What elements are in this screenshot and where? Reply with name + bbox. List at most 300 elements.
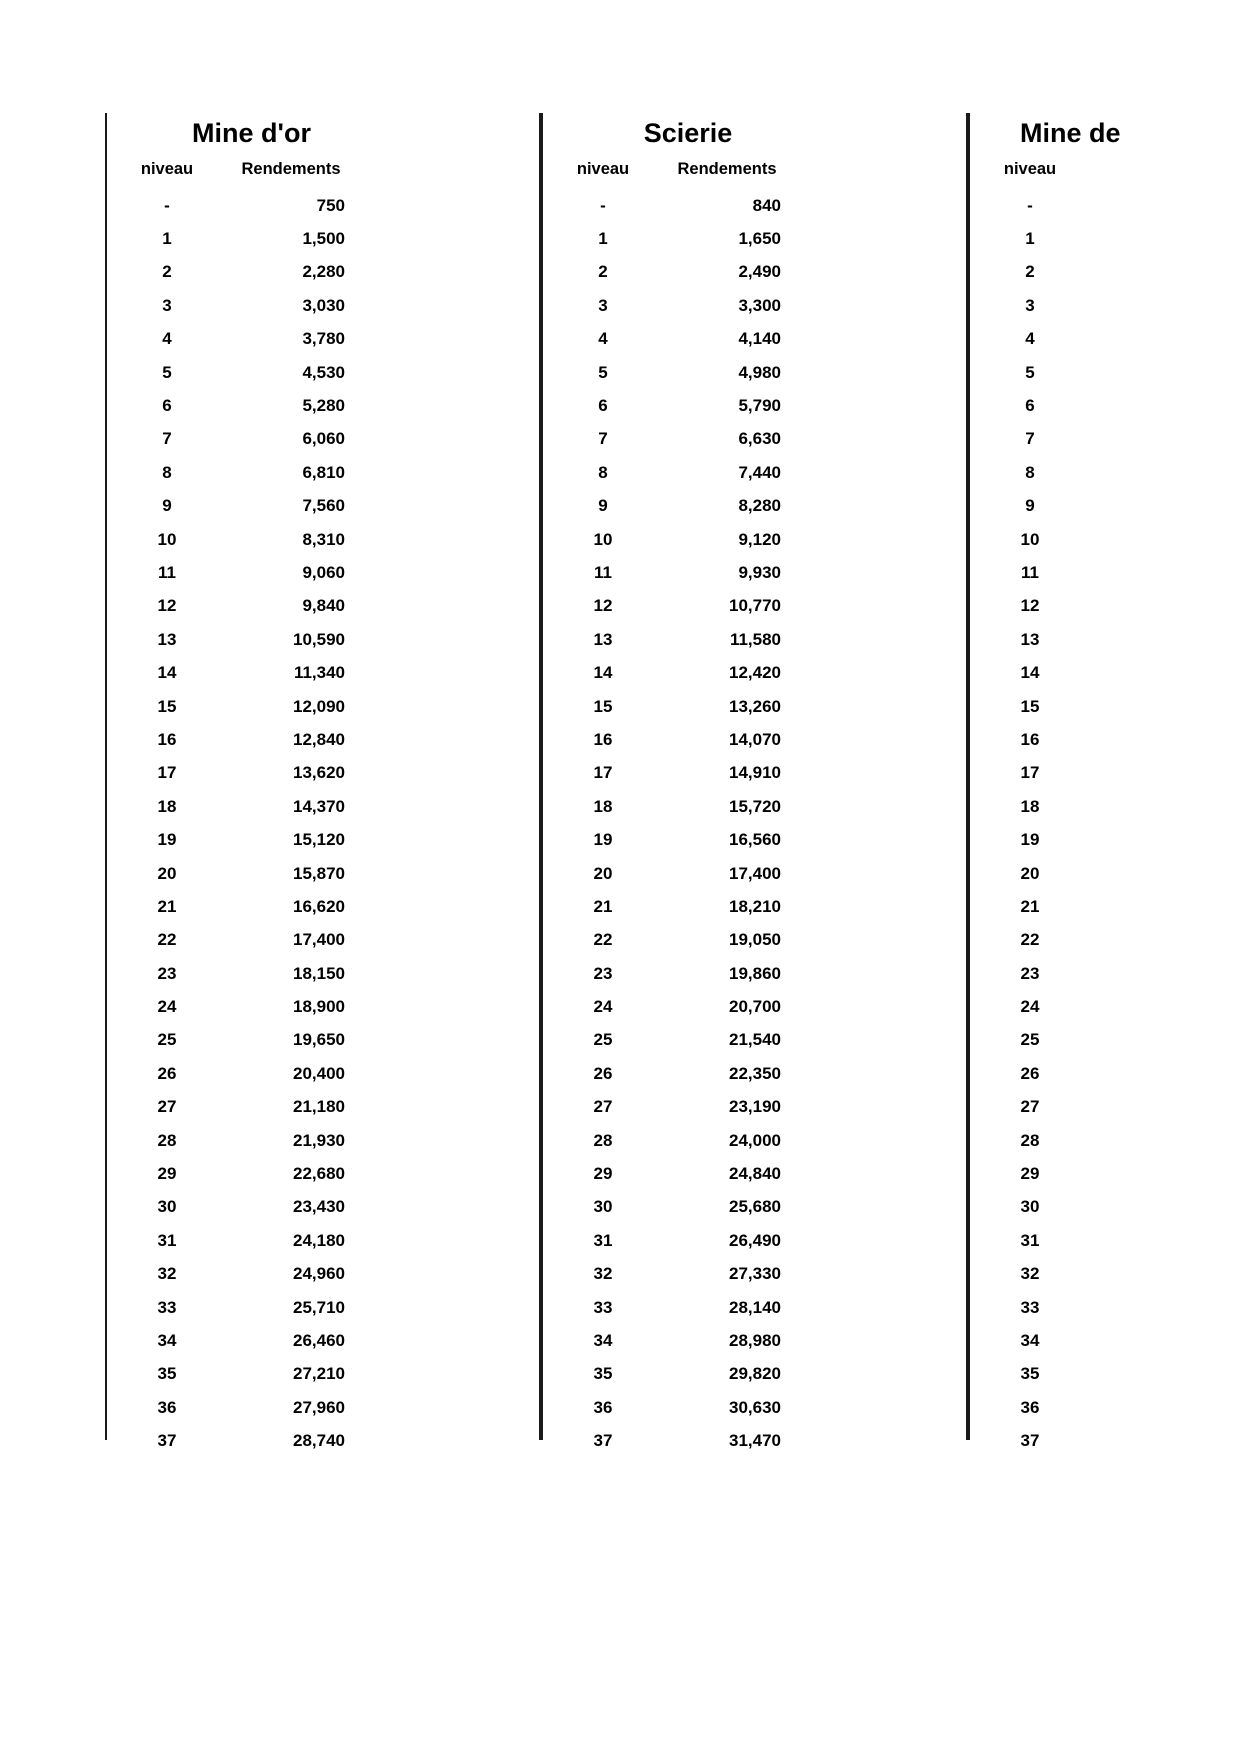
table-row	[543, 423, 833, 456]
cell-niveau: 21	[1020, 896, 1040, 916]
table-row	[970, 356, 1241, 389]
table-row	[970, 1291, 1241, 1324]
table-row	[543, 757, 833, 790]
cell-rendement: 12,840	[293, 729, 345, 749]
table-group-scierie	[541, 113, 833, 1451]
cell-rendement: 5,790	[738, 396, 781, 416]
table-row	[970, 757, 1241, 790]
cell-niveau: 19	[1020, 830, 1040, 850]
cell-niveau: 33	[1020, 1297, 1040, 1317]
table-row	[970, 222, 1241, 255]
table-row	[107, 256, 396, 289]
cell-rendement: 23,430	[293, 1197, 345, 1217]
cell-niveau: 37	[593, 1431, 613, 1451]
table-header-row	[970, 153, 1241, 186]
table-title-row	[970, 113, 1241, 153]
cell-rendement: 4,140	[738, 329, 781, 349]
cell-rendement: 6,630	[738, 429, 781, 449]
table-row	[107, 1157, 396, 1190]
tables-band	[105, 113, 1241, 1451]
table-row	[970, 857, 1241, 890]
cell-rendement: 1,650	[738, 229, 781, 249]
table-row	[107, 423, 396, 456]
cell-niveau: 12	[593, 596, 613, 616]
table-row	[970, 623, 1241, 656]
table-row	[543, 356, 833, 389]
table-row	[970, 656, 1241, 689]
table-header-row	[543, 153, 833, 186]
cell-niveau: 26	[593, 1063, 613, 1083]
table-row	[107, 623, 396, 656]
cell-niveau: 30	[157, 1197, 177, 1217]
cell-niveau: 19	[157, 830, 177, 850]
table-row	[543, 1424, 833, 1457]
table-title-row	[543, 113, 833, 153]
cell-rendement: 28,740	[293, 1431, 345, 1451]
cell-rendement: 7,440	[738, 462, 781, 482]
cell-rendement: 26,460	[293, 1330, 345, 1350]
cell-niveau: 34	[1020, 1330, 1040, 1350]
table-row	[970, 590, 1241, 623]
table-row	[970, 723, 1241, 756]
table-row	[543, 222, 833, 255]
cell-niveau: 9	[1025, 496, 1035, 516]
cell-rendement: 9,120	[738, 529, 781, 549]
cell-rendement: 9,060	[302, 562, 345, 582]
cell-niveau: 34	[157, 1330, 177, 1350]
cell-niveau: 1	[1025, 229, 1035, 249]
cell-niveau: 36	[1020, 1397, 1040, 1417]
cell-niveau: 27	[157, 1097, 177, 1117]
cell-niveau: 23	[1020, 963, 1040, 983]
table-title: Scierie	[643, 117, 733, 148]
table-row	[543, 623, 833, 656]
table-row	[107, 890, 396, 923]
cell-niveau: 33	[593, 1297, 613, 1317]
cell-niveau: 21	[157, 896, 177, 916]
table-row	[107, 1424, 396, 1457]
table-scierie	[543, 113, 833, 1458]
table-row	[543, 1191, 833, 1224]
cell-niveau: 20	[157, 863, 177, 883]
table-row	[107, 556, 396, 589]
cell-niveau: 5	[1025, 362, 1035, 382]
cell-rendement: 1,500	[302, 229, 345, 249]
cell-niveau: 21	[593, 896, 613, 916]
cell-niveau: 13	[157, 629, 177, 649]
cell-rendement: 15,870	[293, 863, 345, 883]
cell-niveau: 6	[1025, 396, 1035, 416]
cell-rendement: 20,400	[293, 1063, 345, 1083]
table-row	[543, 1091, 833, 1124]
cell-rendement: 750	[316, 195, 345, 215]
cell-rendement: 27,330	[729, 1264, 781, 1284]
column-header-niveau: niveau	[1003, 160, 1057, 178]
table-row	[543, 890, 833, 923]
cell-niveau: 23	[593, 963, 613, 983]
table-row	[970, 823, 1241, 856]
cell-rendement: 4,980	[738, 362, 781, 382]
cell-rendement: 3,300	[738, 295, 781, 315]
cell-niveau: 7	[162, 429, 172, 449]
table-title: Mine d'or	[192, 117, 311, 148]
cell-niveau: -	[164, 195, 170, 215]
cell-niveau: 20	[593, 863, 613, 883]
table-row	[543, 1124, 833, 1157]
table-row	[970, 1324, 1241, 1357]
column-gap-1	[396, 113, 541, 1440]
table-row	[107, 389, 396, 422]
table-row	[107, 690, 396, 723]
cell-rendement: 29,820	[729, 1364, 781, 1384]
table-row	[107, 1324, 396, 1357]
table-row	[543, 1391, 833, 1424]
cell-niveau: 6	[598, 396, 608, 416]
cell-rendement: 20,700	[729, 997, 781, 1017]
table-row	[107, 1057, 396, 1090]
cell-niveau: 12	[1020, 596, 1040, 616]
cell-niveau: 16	[1020, 729, 1040, 749]
cell-rendement: 24,000	[729, 1130, 781, 1150]
table-row	[543, 289, 833, 322]
cell-rendement: 17,400	[729, 863, 781, 883]
column-header-rendements: Rendements	[677, 160, 777, 178]
cell-rendement: 8,280	[738, 496, 781, 516]
table-title-row	[107, 113, 396, 153]
cell-rendement: 9,840	[302, 596, 345, 616]
table-row	[970, 1124, 1241, 1157]
table-row	[970, 490, 1241, 523]
table-row	[543, 690, 833, 723]
cell-niveau: 2	[598, 262, 608, 282]
table-row	[543, 323, 833, 356]
cell-rendement: 18,900	[293, 997, 345, 1017]
cell-niveau: 1	[162, 229, 172, 249]
table-row	[543, 556, 833, 589]
column-header-niveau: niveau	[576, 160, 630, 178]
table-row	[543, 990, 833, 1023]
cell-niveau: 28	[1020, 1130, 1040, 1150]
cell-rendement: 26,490	[729, 1230, 781, 1250]
table-row	[970, 556, 1241, 589]
cell-rendement: 15,120	[293, 830, 345, 850]
cell-rendement: 5,280	[302, 396, 345, 416]
table-row	[107, 590, 396, 623]
cell-rendement: 14,070	[729, 729, 781, 749]
table-row	[107, 1391, 396, 1424]
table-row	[107, 222, 396, 255]
table-row	[970, 1191, 1241, 1224]
cell-niveau: 12	[157, 596, 177, 616]
cell-rendement: 23,190	[729, 1097, 781, 1117]
cell-niveau: 17	[593, 763, 613, 783]
cell-niveau: 28	[157, 1130, 177, 1150]
cell-rendement: 3,030	[302, 295, 345, 315]
cell-niveau: 23	[157, 963, 177, 983]
table-row	[543, 790, 833, 823]
table-row	[543, 389, 833, 422]
cell-rendement: 10,770	[729, 596, 781, 616]
table-row	[970, 1424, 1241, 1457]
cell-niveau: 2	[162, 262, 172, 282]
cell-niveau: 3	[162, 295, 172, 315]
cell-rendement: 21,930	[293, 1130, 345, 1150]
cell-niveau: 16	[593, 729, 613, 749]
table-row	[970, 1358, 1241, 1391]
cell-rendement: 14,910	[729, 763, 781, 783]
column-header-niveau: niveau	[140, 160, 194, 178]
table-row	[107, 356, 396, 389]
cell-niveau: 28	[593, 1130, 613, 1150]
cell-niveau: 9	[162, 496, 172, 516]
table-row	[107, 289, 396, 322]
cell-niveau: 11	[594, 562, 612, 582]
cell-rendement: 30,630	[729, 1397, 781, 1417]
table-row	[970, 323, 1241, 356]
cell-niveau: 32	[593, 1264, 613, 1284]
cell-niveau: 36	[157, 1397, 177, 1417]
cell-niveau: 26	[1020, 1063, 1040, 1083]
column-header-rendements: Rendements	[241, 160, 341, 178]
cell-rendement: 27,210	[293, 1364, 345, 1384]
table-row	[543, 1057, 833, 1090]
cell-niveau: 13	[593, 629, 613, 649]
cell-niveau: 18	[157, 796, 177, 816]
cell-niveau: 4	[162, 329, 172, 349]
cell-niveau: 1	[598, 229, 608, 249]
table-row	[970, 1057, 1241, 1090]
cell-niveau: 18	[1020, 796, 1040, 816]
cell-niveau: 19	[593, 830, 613, 850]
cell-rendement: 17,400	[293, 930, 345, 950]
table-row	[543, 924, 833, 957]
cell-rendement: 4,530	[302, 362, 345, 382]
cell-rendement: 6,810	[302, 462, 345, 482]
cell-rendement: 840	[752, 195, 781, 215]
cell-niveau: 5	[162, 362, 172, 382]
cell-niveau: 32	[157, 1264, 177, 1284]
cell-niveau: 14	[157, 663, 177, 683]
cell-rendement: 19,860	[729, 963, 781, 983]
cell-rendement: 15,720	[729, 796, 781, 816]
table-row	[543, 1224, 833, 1257]
cell-rendement: 16,620	[293, 896, 345, 916]
cell-niveau: 10	[157, 529, 177, 549]
cell-niveau: 27	[593, 1097, 613, 1117]
cell-rendement: 25,710	[293, 1297, 345, 1317]
cell-niveau: 22	[157, 930, 177, 950]
cell-niveau: 33	[157, 1297, 177, 1317]
cell-rendement: 13,260	[729, 696, 781, 716]
cell-rendement: 24,840	[729, 1164, 781, 1184]
table-row	[970, 289, 1241, 322]
table-row	[543, 957, 833, 990]
table-row	[107, 957, 396, 990]
table-row	[543, 523, 833, 556]
table-row	[970, 456, 1241, 489]
cell-niveau: 4	[1025, 329, 1035, 349]
cell-niveau: 10	[593, 529, 613, 549]
cell-niveau: 8	[598, 462, 608, 482]
table-row	[543, 823, 833, 856]
cell-niveau: 24	[593, 997, 613, 1017]
table-group-mine-dor	[105, 113, 396, 1451]
cell-niveau: 5	[598, 362, 608, 382]
cell-niveau: 26	[157, 1063, 177, 1083]
table-row	[107, 723, 396, 756]
cell-niveau: 9	[598, 496, 608, 516]
cell-rendement: 11,340	[293, 663, 345, 683]
table-row	[107, 1291, 396, 1324]
cell-rendement: 19,650	[293, 1030, 345, 1050]
cell-niveau: 27	[1020, 1097, 1040, 1117]
table-row	[970, 523, 1241, 556]
cell-niveau: 24	[1020, 997, 1040, 1017]
table-row	[970, 1391, 1241, 1424]
cell-niveau: 32	[1020, 1264, 1040, 1284]
table-row	[543, 857, 833, 890]
table-row	[107, 656, 396, 689]
table-row	[543, 256, 833, 289]
cell-rendement: 18,210	[729, 896, 781, 916]
table-row	[543, 590, 833, 623]
table-row	[107, 823, 396, 856]
cell-niveau: 25	[1020, 1030, 1040, 1050]
cell-niveau: 7	[598, 429, 608, 449]
cell-rendement: 21,180	[293, 1097, 345, 1117]
table-row	[970, 423, 1241, 456]
table-row	[543, 456, 833, 489]
cell-rendement: 16,560	[729, 830, 781, 850]
cell-rendement: 6,060	[302, 429, 345, 449]
cell-niveau: 36	[593, 1397, 613, 1417]
cell-rendement: 12,090	[293, 696, 345, 716]
table-row	[107, 1124, 396, 1157]
table-body	[543, 189, 833, 1458]
cell-niveau: 17	[157, 763, 177, 783]
cell-niveau: 29	[1020, 1164, 1040, 1184]
cell-rendement: 28,980	[729, 1330, 781, 1350]
cell-niveau: 2	[1025, 262, 1035, 282]
cell-niveau: 29	[157, 1164, 177, 1184]
cell-niveau: 14	[593, 663, 613, 683]
cell-niveau: 30	[593, 1197, 613, 1217]
cell-niveau: 24	[157, 997, 177, 1017]
cell-niveau: 16	[157, 729, 177, 749]
cell-rendement: 14,370	[293, 796, 345, 816]
cell-rendement: 2,490	[738, 262, 781, 282]
cell-niveau: 8	[162, 462, 172, 482]
cell-rendement: 12,420	[729, 663, 781, 683]
cell-niveau: 11	[158, 562, 176, 582]
cell-niveau: 34	[593, 1330, 613, 1350]
cell-rendement: 19,050	[729, 930, 781, 950]
cell-rendement: 22,350	[729, 1063, 781, 1083]
cell-niveau: 31	[1020, 1230, 1040, 1250]
table-row	[543, 1024, 833, 1057]
cell-niveau: 31	[593, 1230, 613, 1250]
cell-rendement: 13,620	[293, 763, 345, 783]
table-row	[970, 1091, 1241, 1124]
cell-niveau: 4	[598, 329, 608, 349]
table-row	[107, 924, 396, 957]
table-row	[107, 1258, 396, 1291]
table-row	[543, 1157, 833, 1190]
table-mine-de	[970, 113, 1241, 1458]
table-row	[543, 656, 833, 689]
cell-rendement: 22,680	[293, 1164, 345, 1184]
cell-rendement: 2,280	[302, 262, 345, 282]
cell-niveau: -	[1027, 195, 1033, 215]
table-row	[970, 924, 1241, 957]
cell-niveau: 29	[593, 1164, 613, 1184]
table-row	[543, 1258, 833, 1291]
table-row	[970, 1024, 1241, 1057]
table-row	[970, 890, 1241, 923]
cell-niveau: 22	[1020, 930, 1040, 950]
cell-niveau: 35	[593, 1364, 613, 1384]
cell-niveau: 25	[157, 1030, 177, 1050]
cell-niveau: 10	[1020, 529, 1040, 549]
cell-rendement: 9,930	[738, 562, 781, 582]
cell-niveau: 30	[1020, 1197, 1040, 1217]
cell-niveau: 11	[1021, 562, 1039, 582]
cell-niveau: 7	[1025, 429, 1035, 449]
cell-niveau: 15	[1020, 696, 1040, 716]
table-row	[107, 1358, 396, 1391]
table-body	[107, 189, 396, 1458]
table-row	[970, 389, 1241, 422]
table-row	[107, 189, 396, 222]
table-row	[970, 189, 1241, 222]
cell-niveau: 37	[157, 1431, 177, 1451]
table-row	[970, 957, 1241, 990]
cell-niveau: 3	[598, 295, 608, 315]
cell-rendement: 7,560	[302, 496, 345, 516]
cell-rendement: 21,540	[729, 1030, 781, 1050]
table-row	[970, 690, 1241, 723]
cell-rendement: 8,310	[302, 529, 345, 549]
table-row	[543, 189, 833, 222]
table-row	[543, 1291, 833, 1324]
column-gap-2	[833, 113, 968, 1440]
table-row	[543, 490, 833, 523]
table-row	[970, 256, 1241, 289]
cell-niveau: -	[600, 195, 606, 215]
cell-niveau: 20	[1020, 863, 1040, 883]
cell-niveau: 37	[1020, 1431, 1040, 1451]
table-mine-dor	[107, 113, 396, 1458]
cell-niveau: 15	[593, 696, 613, 716]
cell-rendement: 18,150	[293, 963, 345, 983]
cell-rendement: 28,140	[729, 1297, 781, 1317]
table-row	[107, 990, 396, 1023]
table-header-row	[107, 153, 396, 186]
cell-niveau: 18	[593, 796, 613, 816]
cell-niveau: 31	[157, 1230, 177, 1250]
table-row	[107, 523, 396, 556]
table-row	[107, 456, 396, 489]
table-row	[107, 1091, 396, 1124]
cell-rendement: 24,180	[293, 1230, 345, 1250]
cell-niveau: 15	[157, 696, 177, 716]
table-row	[970, 790, 1241, 823]
table-row	[543, 1324, 833, 1357]
cell-niveau: 17	[1020, 763, 1040, 783]
cell-niveau: 35	[157, 1364, 177, 1384]
table-row	[107, 1224, 396, 1257]
table-row	[543, 1358, 833, 1391]
